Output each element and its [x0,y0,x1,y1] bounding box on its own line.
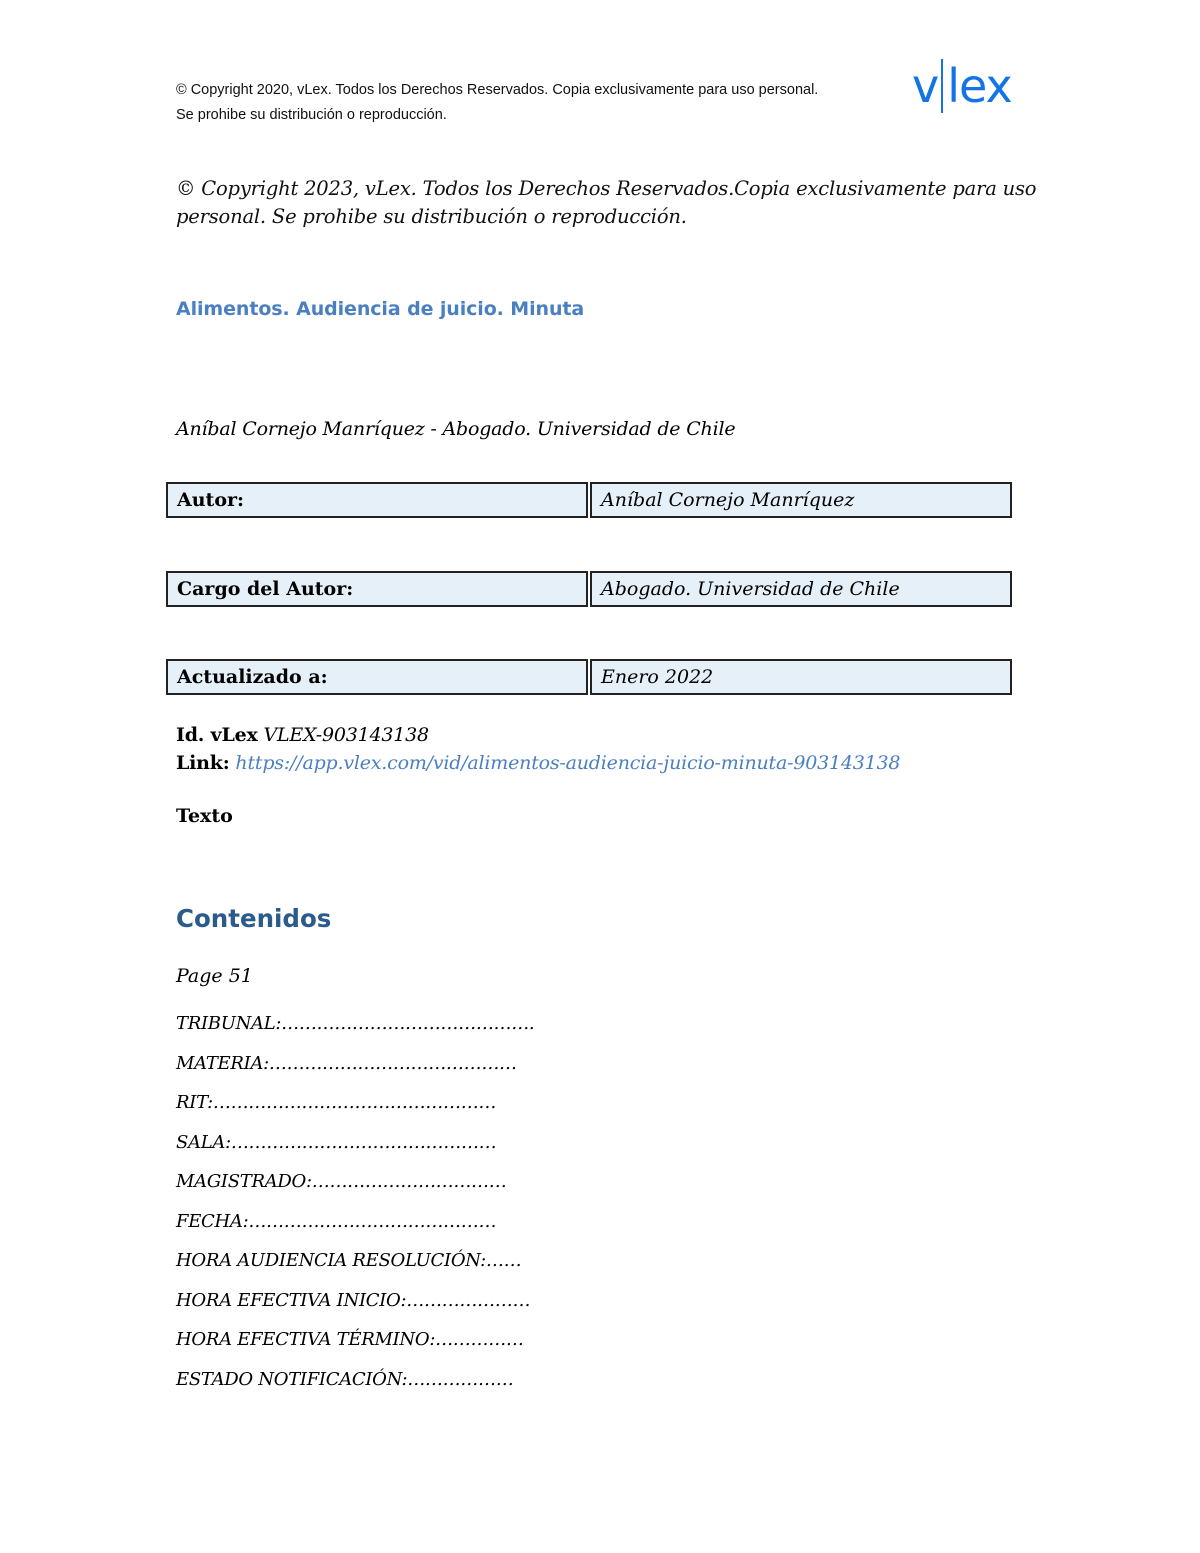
header-copyright [176,78,818,128]
autor-label: Autor: [166,482,588,518]
toc-item-hora-termino: HORA EFECTIVA TÉRMINO:…………… [176,1329,524,1350]
vlex-logo-v: v [912,59,939,113]
id-line [176,721,900,749]
toc-item-materia: MATERIA:…………………………………… [176,1052,517,1074]
toc-item-rit: RIT:………………………………………… [176,1092,497,1113]
id-label: Id. vLex [176,724,258,746]
cargo-value: Abogado. Universidad de Chile [590,571,1012,607]
author-byline: Aníbal Cornejo Manríquez - Abogado. Universidad de Chile [176,418,736,440]
header-copyright-line1: © Copyright 2020, vLex. Todos los Derechos Reservados. Copia exclusivamente para uso personal. [176,82,819,98]
toc-item-magistrado: MAGISTRADO:…………………………… [176,1171,507,1192]
toc-item-hora-audiencia: HORA AUDIENCIA RESOLUCIÓN:…… [176,1250,522,1271]
cargo-label: Cargo del Autor: [166,571,588,607]
page-label: Page 51 [176,965,253,987]
link-line [176,749,900,777]
document-identifiers [176,721,900,777]
texto-heading: Texto [176,805,233,827]
link-label: Link: [176,752,230,774]
vlex-logo-lex: lex [947,59,1012,113]
meta-row-cargo [166,571,1012,607]
toc-item-fecha: FECHA:…………………………………… [176,1210,497,1232]
meta-row-actualizado [166,659,1012,695]
table-of-contents [176,1010,534,1405]
vlex-logo [912,56,1012,116]
meta-row-autor [166,482,1012,518]
document-link[interactable]: https://app.vlex.com/vid/alimentos-audiencia-juicio-minuta-903143138 [235,752,901,774]
id-value: VLEX-903143138 [263,724,429,746]
actualizado-value: Enero 2022 [590,659,1012,695]
header-copyright-line2: Se prohibe su distribución o reproducción. [176,107,447,123]
toc-item-hora-inicio: HORA EFECTIVA INICIO:………………… [176,1289,531,1311]
actualizado-label: Actualizado a: [166,659,588,695]
toc-item-tribunal: TRIBUNAL:……………………………………. [176,1013,535,1034]
copyright-notice: © Copyright 2023, vLex. Todos los Derechos Reservados.Copia exclusivamente para uso personal. Se prohibe su distribución o reproducción. [176,177,1037,228]
vlex-logo-divider [941,59,943,113]
toc-item-estado-notificacion: ESTADO NOTIFICACIÓN:……………… [176,1368,514,1390]
document-title: Alimentos. Audiencia de juicio. Minuta [176,298,585,320]
toc-item-sala: SALA:……………………………………… [176,1131,497,1153]
autor-value: Aníbal Cornejo Manríquez [590,482,1012,518]
contenidos-heading: Contenidos [176,904,332,933]
